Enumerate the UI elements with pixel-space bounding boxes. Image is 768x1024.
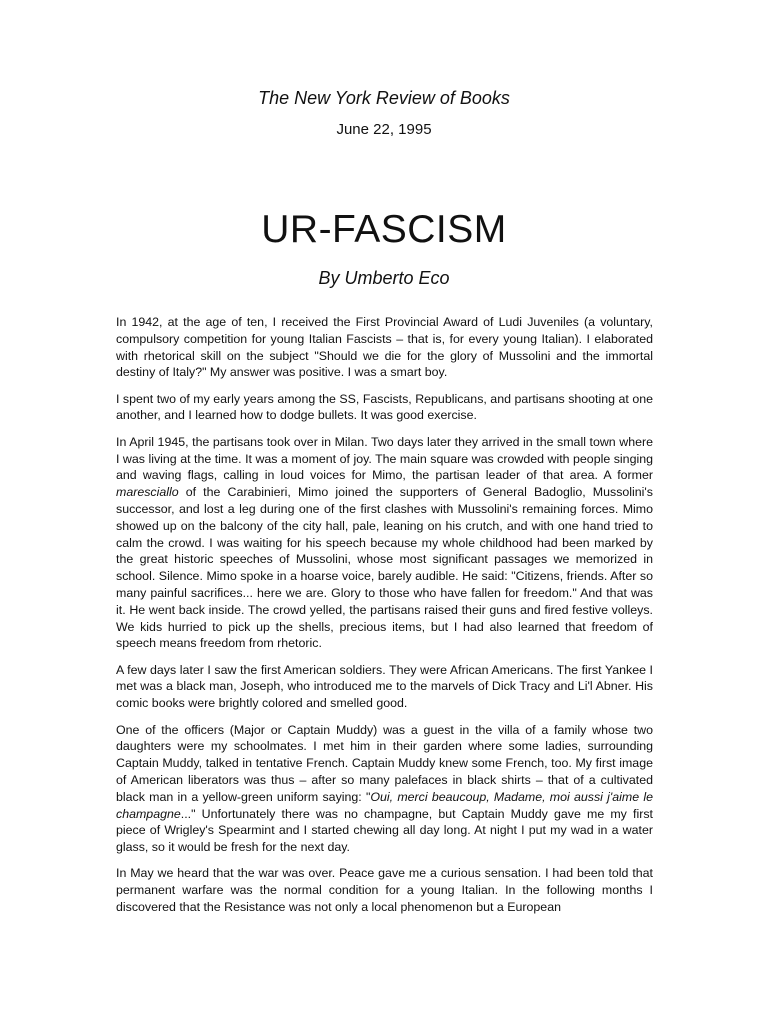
publication-date: June 22, 1995 bbox=[336, 121, 432, 138]
paragraph bbox=[116, 314, 653, 381]
paragraph-text: I spent two of my early years among the SS, Fascists, Republicans, and partisans shooting at one another, and I learned how to dodge bullets. It was good exercise. bbox=[116, 391, 653, 423]
paragraph-text: In May we heard that the war was over. Peace gave me a curious sensation. I had been told that permanent warfare was the normal condition for a young Italian. In the following months I discovered that the Resistance was not only a local phenomenon but a European bbox=[116, 866, 653, 914]
italic-quote: Oui, merci beaucoup, Madame, moi aussi j'aime le champagne bbox=[116, 789, 653, 821]
paragraph-text: ..." Unfortunately there was no champagne, but Captain Muddy gave me my first piece of Wrigley's Spearmint and I started chewing all day long. At night I put my wad in a water glass, so it would be fresh for the next day. bbox=[116, 806, 653, 855]
article-title: UR-FASCISM bbox=[261, 208, 507, 251]
paragraph bbox=[116, 391, 653, 425]
author-byline: By Umberto Eco bbox=[318, 268, 450, 288]
italic-term: maresciallo bbox=[116, 485, 179, 500]
publication-name: The New York Review of Books bbox=[258, 88, 510, 108]
paragraph bbox=[116, 434, 653, 652]
paragraph-text: In 1942, at the age of ten, I received the First Provincial Award of Ludi Juveniles (a voluntary, compulsory competition for young Italian Fascists – that is, for every young Italian). I elaborated with rhetorical skill on the subject "Should we die for the glory of Mussolini and the immortal destiny of Italy?" My answer was positive. I was a smart boy. bbox=[116, 315, 653, 380]
paragraph-text: One of the officers (Major or Captain Muddy) was a guest in the villa of a family whose two daughters were my schoolmates. I met him in their garden where some ladies, surrounding Captain Muddy, talked in tentative French. Captain Muddy knew some French, too. My first image of American liberators was thus – after so many palefaces in black shirts – that of a cultivated black man in a yellow-green uniform saying: " bbox=[116, 722, 653, 804]
paragraph-text: In April 1945, the partisans took over in Milan. Two days later they arrived in the small town where I was living at the time. It was a moment of joy. The main square was crowded with people singing and waving flags, calling in loud voices for Mimo, the partisan leader of that area. A former bbox=[116, 434, 653, 483]
paragraph bbox=[116, 662, 653, 712]
article-body bbox=[116, 314, 653, 925]
paragraph-text: of the Carabinieri, Mimo joined the supporters of General Badoglio, Mussolini's successor, and lost a leg during one of the first clashes with Mussolini's remaining forces. Mimo showed up on the balcony of the city hall, pale, leaning on his crutch, and with one hand tried to calm the crowd. I was waiting for his speech because my whole childhood had been marked by the great historic speeches of Mussolini, whose most significant passages we memorized in school. Silence. Mimo spoke in a hoarse voice, barely audible. He said: "Citizens, friends. After so many painful sacrifices... here we are. Glory to those who have fallen for freedom." And that was it. He went back inside. The crowd yelled, the partisans raised their guns and fired festive volleys. We kids hurried to pick up the shells, precious items, but I had also learned that freedom of speech means freedom from rhetoric. bbox=[116, 485, 653, 651]
paragraph bbox=[116, 865, 653, 915]
paragraph bbox=[116, 722, 653, 856]
paragraph-text: A few days later I saw the first American soldiers. They were African Americans. The first Yankee I met was a black man, Joseph, who introduced me to the marvels of Dick Tracy and Li'l Abner. His comic books were brightly colored and smelled good. bbox=[116, 662, 653, 711]
